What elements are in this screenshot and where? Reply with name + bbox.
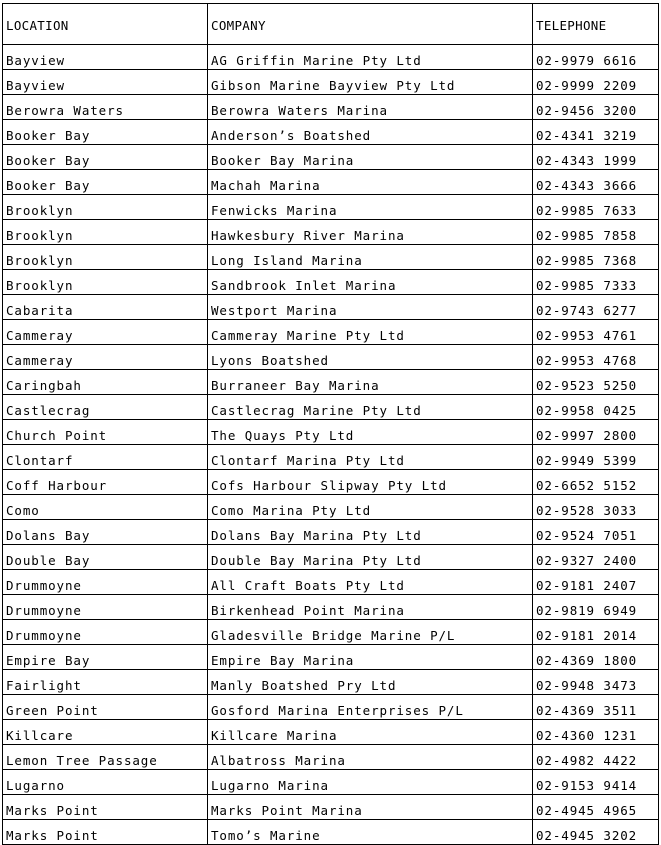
table-row bbox=[3, 295, 659, 320]
cell-telephone: 02-9958 0425 bbox=[533, 395, 659, 420]
cell-company: Gibson Marine Bayview Pty Ltd bbox=[208, 70, 533, 95]
cell-location: Clontarf bbox=[3, 445, 208, 470]
header-company: COMPANY bbox=[208, 4, 533, 45]
table-row bbox=[3, 345, 659, 370]
cell-telephone: 02-4360 1231 bbox=[533, 720, 659, 745]
table-row bbox=[3, 120, 659, 145]
cell-telephone: 02-9524 7051 bbox=[533, 520, 659, 545]
cell-location: Cammeray bbox=[3, 320, 208, 345]
cell-location: Bayview bbox=[3, 45, 208, 70]
cell-telephone: 02-9948 3473 bbox=[533, 670, 659, 695]
cell-location: Drummoyne bbox=[3, 595, 208, 620]
table-row bbox=[3, 645, 659, 670]
cell-company: AG Griffin Marine Pty Ltd bbox=[208, 45, 533, 70]
table-row bbox=[3, 320, 659, 345]
cell-company: Berowra Waters Marina bbox=[208, 95, 533, 120]
cell-location: Booker Bay bbox=[3, 145, 208, 170]
cell-telephone: 02-9979 6616 bbox=[533, 45, 659, 70]
table-row bbox=[3, 745, 659, 770]
cell-telephone: 02-9953 4761 bbox=[533, 320, 659, 345]
header-telephone: TELEPHONE bbox=[533, 4, 659, 45]
cell-telephone: 02-4341 3219 bbox=[533, 120, 659, 145]
cell-company: Clontarf Marina Pty Ltd bbox=[208, 445, 533, 470]
table-row bbox=[3, 770, 659, 795]
cell-telephone: 02-9528 3033 bbox=[533, 495, 659, 520]
table-row bbox=[3, 270, 659, 295]
cell-location: Brooklyn bbox=[3, 245, 208, 270]
cell-telephone: 02-9985 7858 bbox=[533, 220, 659, 245]
cell-location: Caringbah bbox=[3, 370, 208, 395]
cell-location: Killcare bbox=[3, 720, 208, 745]
table-row bbox=[3, 395, 659, 420]
cell-location: Drummoyne bbox=[3, 620, 208, 645]
marina-directory-table bbox=[2, 3, 659, 845]
cell-telephone: 02-4369 3511 bbox=[533, 695, 659, 720]
table-row bbox=[3, 420, 659, 445]
cell-company: The Quays Pty Ltd bbox=[208, 420, 533, 445]
table-row bbox=[3, 95, 659, 120]
cell-company: Cammeray Marine Pty Ltd bbox=[208, 320, 533, 345]
cell-location: Drummoyne bbox=[3, 570, 208, 595]
cell-company: Double Bay Marina Pty Ltd bbox=[208, 545, 533, 570]
cell-telephone: 02-4343 3666 bbox=[533, 170, 659, 195]
cell-location: Coff Harbour bbox=[3, 470, 208, 495]
table-row bbox=[3, 445, 659, 470]
cell-company: Fenwicks Marina bbox=[208, 195, 533, 220]
cell-telephone: 02-6652 5152 bbox=[533, 470, 659, 495]
cell-location: Booker Bay bbox=[3, 170, 208, 195]
table-row bbox=[3, 595, 659, 620]
cell-telephone: 02-4982 4422 bbox=[533, 745, 659, 770]
cell-telephone: 02-9456 3200 bbox=[533, 95, 659, 120]
cell-location: Castlecrag bbox=[3, 395, 208, 420]
cell-location: Double Bay bbox=[3, 545, 208, 570]
table-row bbox=[3, 70, 659, 95]
table-row bbox=[3, 795, 659, 820]
table-row bbox=[3, 545, 659, 570]
table-row bbox=[3, 370, 659, 395]
cell-company: Manly Boatshed Pry Ltd bbox=[208, 670, 533, 695]
cell-location: Brooklyn bbox=[3, 220, 208, 245]
cell-telephone: 02-9997 2800 bbox=[533, 420, 659, 445]
table-row bbox=[3, 145, 659, 170]
cell-location: Berowra Waters bbox=[3, 95, 208, 120]
cell-location: Brooklyn bbox=[3, 270, 208, 295]
header-row bbox=[3, 4, 659, 45]
cell-location: Marks Point bbox=[3, 820, 208, 845]
cell-location: Dolans Bay bbox=[3, 520, 208, 545]
cell-telephone: 02-4945 4965 bbox=[533, 795, 659, 820]
cell-location: Empire Bay bbox=[3, 645, 208, 670]
table-row bbox=[3, 820, 659, 845]
cell-location: Lemon Tree Passage bbox=[3, 745, 208, 770]
cell-company: Westport Marina bbox=[208, 295, 533, 320]
cell-company: Long Island Marina bbox=[208, 245, 533, 270]
table-row bbox=[3, 170, 659, 195]
cell-company: Lugarno Marina bbox=[208, 770, 533, 795]
cell-telephone: 02-9985 7333 bbox=[533, 270, 659, 295]
cell-location: Fairlight bbox=[3, 670, 208, 695]
cell-telephone: 02-9743 6277 bbox=[533, 295, 659, 320]
cell-company: Killcare Marina bbox=[208, 720, 533, 745]
cell-location: Booker Bay bbox=[3, 120, 208, 145]
cell-company: Albatross Marina bbox=[208, 745, 533, 770]
cell-location: Bayview bbox=[3, 70, 208, 95]
cell-telephone: 02-9153 9414 bbox=[533, 770, 659, 795]
cell-company: Hawkesbury River Marina bbox=[208, 220, 533, 245]
cell-company: Castlecrag Marine Pty Ltd bbox=[208, 395, 533, 420]
cell-company: Birkenhead Point Marina bbox=[208, 595, 533, 620]
header-location: LOCATION bbox=[3, 4, 208, 45]
cell-company: Anderson’s Boatshed bbox=[208, 120, 533, 145]
cell-company: Dolans Bay Marina Pty Ltd bbox=[208, 520, 533, 545]
cell-telephone: 02-4369 1800 bbox=[533, 645, 659, 670]
cell-telephone: 02-9985 7633 bbox=[533, 195, 659, 220]
cell-telephone: 02-9181 2014 bbox=[533, 620, 659, 645]
cell-location: Church Point bbox=[3, 420, 208, 445]
cell-location: Cammeray bbox=[3, 345, 208, 370]
cell-telephone: 02-9327 2400 bbox=[533, 545, 659, 570]
cell-company: Gladesville Bridge Marine P/L bbox=[208, 620, 533, 645]
table-row bbox=[3, 520, 659, 545]
cell-company: Como Marina Pty Ltd bbox=[208, 495, 533, 520]
cell-telephone: 02-4343 1999 bbox=[533, 145, 659, 170]
table-row bbox=[3, 45, 659, 70]
table-row bbox=[3, 470, 659, 495]
cell-telephone: 02-9949 5399 bbox=[533, 445, 659, 470]
cell-company: Tomo’s Marine bbox=[208, 820, 533, 845]
table-row bbox=[3, 245, 659, 270]
cell-company: Booker Bay Marina bbox=[208, 145, 533, 170]
table-row bbox=[3, 195, 659, 220]
table-row bbox=[3, 695, 659, 720]
cell-telephone: 02-9819 6949 bbox=[533, 595, 659, 620]
cell-company: Marks Point Marina bbox=[208, 795, 533, 820]
table-row bbox=[3, 670, 659, 695]
table-header bbox=[3, 4, 659, 45]
cell-location: Lugarno bbox=[3, 770, 208, 795]
table-row bbox=[3, 220, 659, 245]
cell-telephone: 02-4945 3202 bbox=[533, 820, 659, 845]
cell-location: Cabarita bbox=[3, 295, 208, 320]
table-body bbox=[3, 45, 659, 845]
cell-company: Sandbrook Inlet Marina bbox=[208, 270, 533, 295]
cell-location: Como bbox=[3, 495, 208, 520]
cell-company: Lyons Boatshed bbox=[208, 345, 533, 370]
cell-telephone: 02-9985 7368 bbox=[533, 245, 659, 270]
cell-telephone: 02-9999 2209 bbox=[533, 70, 659, 95]
cell-telephone: 02-9181 2407 bbox=[533, 570, 659, 595]
cell-telephone: 02-9523 5250 bbox=[533, 370, 659, 395]
cell-company: Gosford Marina Enterprises P/L bbox=[208, 695, 533, 720]
cell-company: Empire Bay Marina bbox=[208, 645, 533, 670]
table-row bbox=[3, 495, 659, 520]
cell-company: All Craft Boats Pty Ltd bbox=[208, 570, 533, 595]
cell-company: Machah Marina bbox=[208, 170, 533, 195]
cell-location: Marks Point bbox=[3, 795, 208, 820]
cell-company: Burraneer Bay Marina bbox=[208, 370, 533, 395]
cell-company: Cofs Harbour Slipway Pty Ltd bbox=[208, 470, 533, 495]
table-row bbox=[3, 620, 659, 645]
table-row bbox=[3, 720, 659, 745]
cell-telephone: 02-9953 4768 bbox=[533, 345, 659, 370]
cell-location: Brooklyn bbox=[3, 195, 208, 220]
table-row bbox=[3, 570, 659, 595]
cell-location: Green Point bbox=[3, 695, 208, 720]
